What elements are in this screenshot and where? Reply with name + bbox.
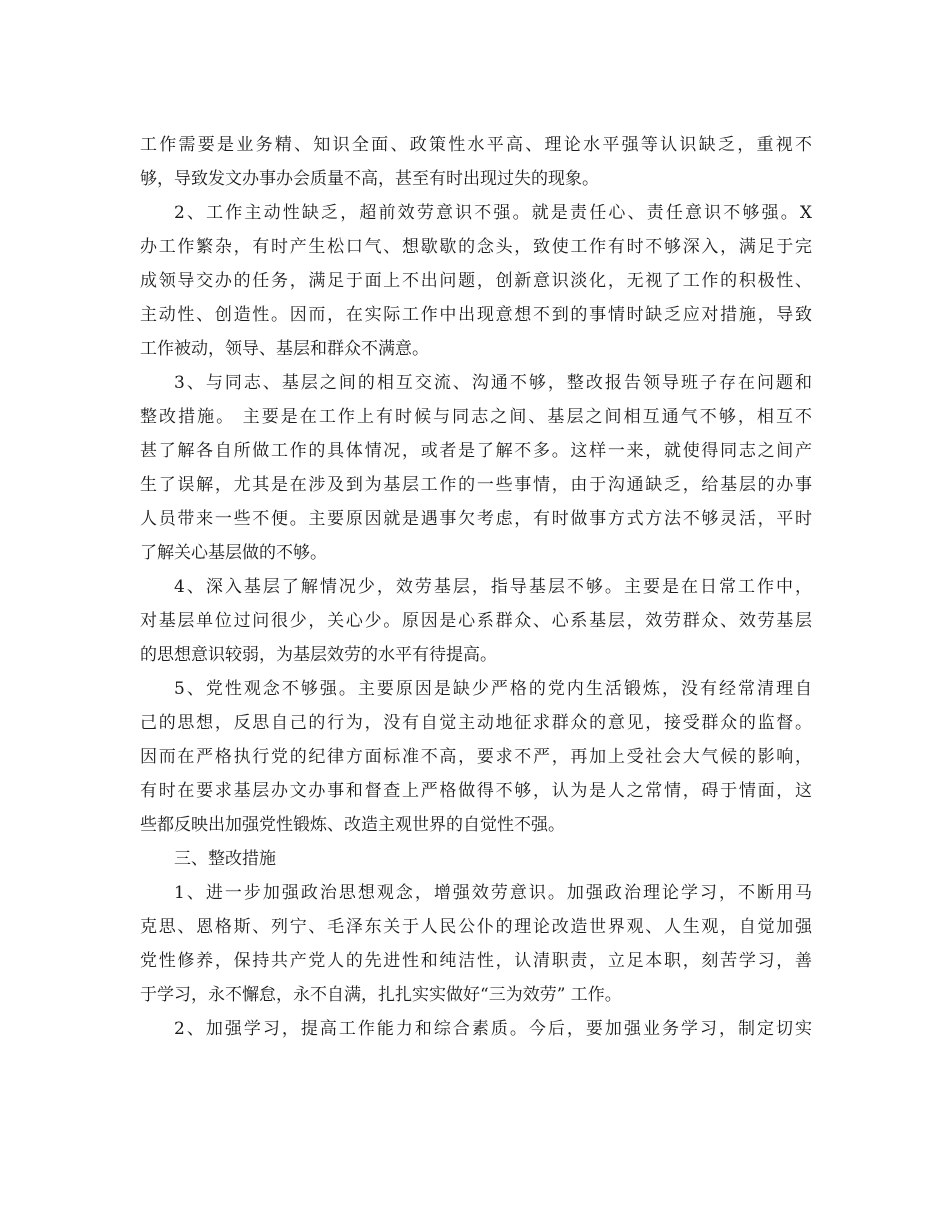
text-line: 因而在严格执行党的纪律方面标准不高，要求不严，再加上受社会大气候的影响， (140, 747, 812, 767)
paragraph-first-line: 4、深入基层了解情况少，效劳基层，指导基层不够。主要是在日常工作中， (174, 577, 812, 597)
text-line: 己的思想，反思自己的行为，没有自觉主动地征求群众的意见，接受群众的监督。 (140, 713, 812, 733)
document-page (140, 128, 812, 1046)
text-line: 有时在要求基层办文办事和督查上严格做得不够，认为是人之常情，碍于情面，这 (140, 781, 812, 801)
text-line: 些都反映出加强党性锻炼、改造主观世界的自觉性不强。 (140, 815, 565, 835)
section-heading: 三、整改措施 (174, 849, 276, 869)
text-line: 够，导致发文办事办会质量不高，甚至有时出现过失的现象。 (140, 169, 599, 189)
text-line: 对基层单位过问很少，关心少。原因是心系群众、心系基层，效劳群众、效劳基层 (140, 611, 812, 631)
text-line: 整改措施。 主要是在工作上有时候与同志之间、基层之间相互通气不够，相互不 (140, 407, 812, 427)
paragraph-first-line: 2、加强学习，提高工作能力和综合素质。今后，要加强业务学习，制定切实 (174, 1019, 812, 1039)
text-line: 主动性、创造性。因而，在实际工作中出现意想不到的事情时缺乏应对措施，导致 (140, 305, 812, 325)
paragraph-first-line: 2、工作主动性缺乏，超前效劳意识不强。就是责任心、责任意识不够强。X (174, 203, 812, 223)
text-line: 成领导交办的任务，满足于面上不出问题，创新意识淡化，无视了工作的积极性、 (140, 271, 812, 291)
text-line: 克思、恩格斯、列宁、毛泽东关于人民公仆的理论改造世界观、人生观，自觉加强 (140, 917, 812, 937)
paragraph-first-line: 1、进一步加强政治思想观念，增强效劳意识。加强政治理论学习，不断用马 (174, 883, 812, 903)
text-line: 生了误解，尤其是在涉及到为基层工作的一些事情，由于沟通缺乏，给基层的办事 (140, 475, 812, 495)
text-line: 工作被动，领导、基层和群众不满意。 (140, 339, 429, 359)
text-line: 甚了解各自所做工作的具体情况，或者是了解不多。这样一来，就使得同志之间产 (140, 441, 812, 461)
text-line: 了解关心基层做的不够。 (140, 543, 327, 563)
text-line: 党性修养，保持共产党人的先进性和纯洁性，认清职责，立足本职，刻苦学习，善 (140, 951, 812, 971)
paragraph-first-line: 5、党性观念不够强。主要原因是缺少严格的党内生活锻炼，没有经常清理自 (174, 679, 812, 699)
paragraph-first-line: 3、与同志、基层之间的相互交流、沟通不够，整改报告领导班子存在问题和 (174, 373, 812, 393)
text-line: 的思想意识较弱，为基层效劳的水平有待提高。 (140, 645, 497, 665)
text-line: 工作需要是业务精、知识全面、政策性水平高、理论水平强等认识缺乏，重视不 (140, 135, 812, 155)
text-line: 人员带来一些不便。主要原因就是遇事欠考虑，有时做事方式方法不够灵活，平时 (140, 509, 812, 529)
text-line: 于学习，永不懈怠，永不自满，扎扎实实做好“三为效劳” 工作。 (140, 985, 622, 1005)
text-line: 办工作繁杂，有时产生松口气、想歇歇的念头，致使工作有时不够深入，满足于完 (140, 237, 812, 257)
